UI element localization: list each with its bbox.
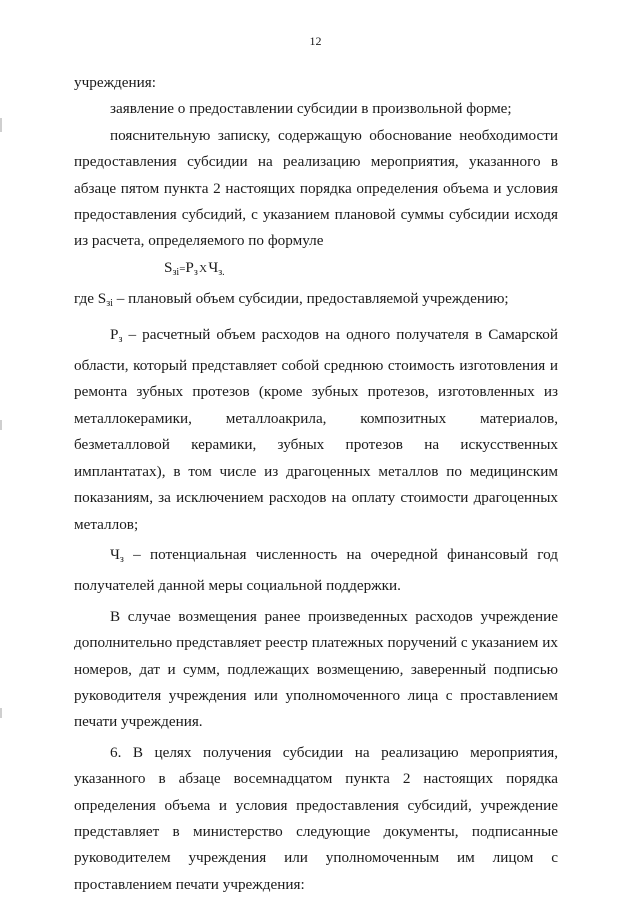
pz-sub: з — [118, 333, 123, 345]
where-rest: – плановый объем субсидии, предоставляемой учреждению; — [112, 290, 509, 308]
subsidy-formula — [74, 255, 558, 286]
paragraph-reimbursement: В случае возмещения ранее произведенных расходов учреждение дополнительно представляет реестр платежных поручений с указанием их номеров, дат и сумм, подлежащих возмещению, заверенный подписью руководителя учреждения или уполномоченного лица с проставлением — [74, 607, 558, 704]
scan-margin-mark — [0, 708, 2, 718]
formula-p-sub: з — [193, 266, 198, 278]
formula-multiply: X — [199, 262, 208, 275]
paragraph-item-6-end: проставлением печати учреждения: — [74, 875, 305, 893]
document-body — [74, 70, 558, 898]
formula-s: S — [164, 258, 173, 276]
paragraph-where — [74, 286, 558, 317]
formula-ch-sub: з. — [218, 266, 225, 278]
chz-symbol: Ч — [110, 545, 120, 563]
formula-ch: Ч — [208, 258, 219, 276]
paragraph-item-6: 6. В целях получения субсидии на реализацию мероприятия, указанного в абзаце восемнадцатом пункта 2 настоящих порядка определения объема и условия предоставления субсидий, учреждение представляет в министерство следующие документы, подписанные руководителем учреждения или уполномоченным им лицом с — [74, 743, 558, 867]
paragraph-intro: учреждения: — [74, 74, 156, 91]
formula-equals: = — [179, 262, 186, 275]
chz-text: – потенциальная численность на очередной финансовый год — [123, 545, 558, 563]
formula-s-sub: зi — [172, 266, 180, 278]
paragraph-explanatory-note: пояснительную записку, содержащую обоснование необходимости предоставления субсидии на реализацию мероприятия, указанного в абзаце пятом пункта 2 настоящих порядка определения объема и условия предоставления субсидий, с указанием плановой суммы субсидии исходя — [74, 126, 558, 224]
paragraph-pz-definition — [74, 322, 558, 512]
paragraph-pz-definition-end: металлов; — [74, 515, 139, 533]
paragraph-reimbursement-end: печати учреждения. — [74, 713, 203, 731]
paragraph-chz-definition-end: получателей данной меры социальной поддержки. — [74, 577, 401, 595]
pz-symbol: Р — [110, 325, 119, 343]
formula-p: P — [185, 258, 194, 276]
pz-text: – расчетный объем расходов на одного получателя в Самарской области, который представляет собой среднюю стоимость изготовления и ремонта зубных протезов (кроме зубных протезов, изготовленных из металлокерамики, металлоакрила, композитных материалов, безметалловой керамики, зубных протезов на искусственных имплантатах), в том числе из драгоценных металлов по медицинским показаниям, за исключением расходов на оплату стоимости драгоценных — [74, 325, 558, 507]
where-sub: зi — [106, 298, 113, 310]
chz-sub: з — [119, 553, 124, 565]
paragraph-application: заявление о предоставлении субсидии в произвольной форме; — [110, 100, 512, 118]
paragraph-chz-definition — [74, 542, 558, 573]
paragraph-explanatory-note-end: из расчета, определяемого по формуле — [74, 232, 324, 250]
where-prefix: где S — [74, 290, 107, 308]
page-number: 12 — [309, 34, 322, 48]
scan-margin-mark — [0, 118, 2, 132]
scan-margin-mark — [0, 420, 2, 430]
